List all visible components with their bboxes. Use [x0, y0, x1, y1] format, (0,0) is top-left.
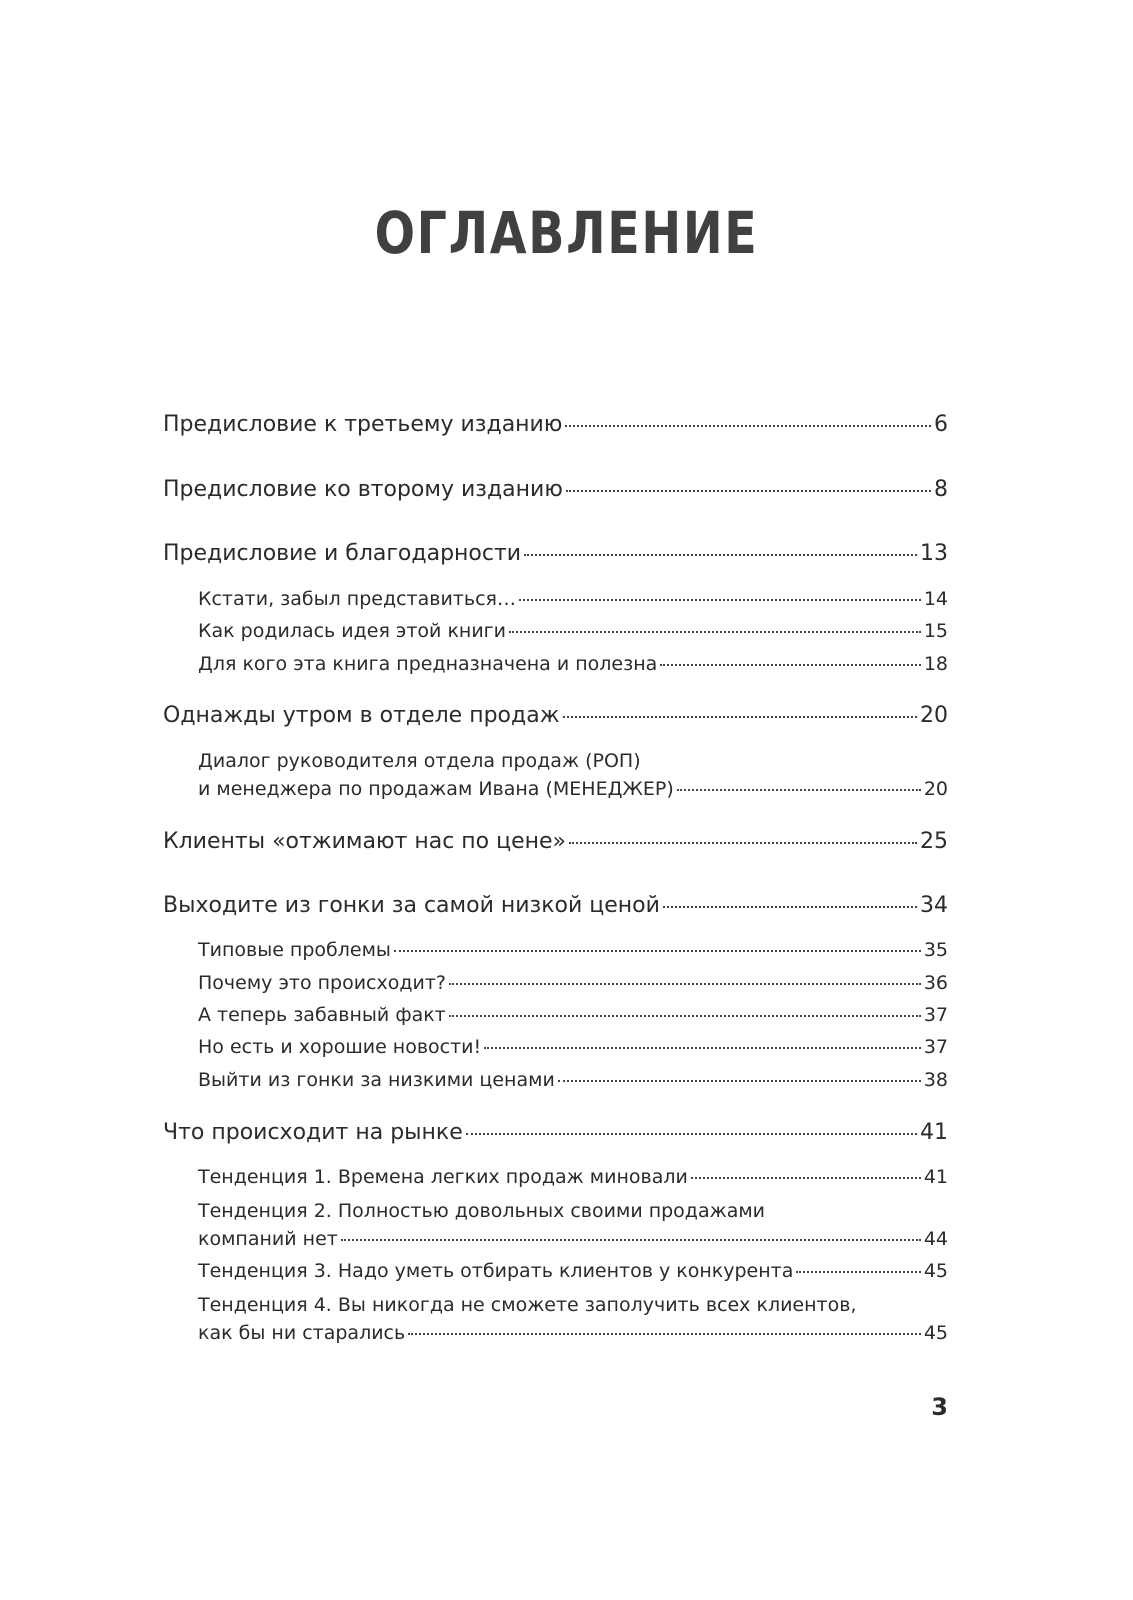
toc-subentry-page: 45 [923, 1322, 948, 1344]
toc-subentry-page: 41 [923, 1166, 948, 1188]
toc-entry-page: 13 [920, 541, 948, 566]
toc-entry-page: 20 [920, 703, 948, 728]
dot-leader [569, 842, 917, 844]
dot-leader [341, 1239, 921, 1241]
toc-subentry [198, 648, 948, 680]
dot-leader [524, 554, 917, 556]
toc-entry-page: 8 [934, 477, 948, 502]
toc-subentry-page: 37 [923, 1036, 948, 1058]
dot-leader [796, 1271, 920, 1273]
toc-subentry-page: 45 [923, 1260, 948, 1282]
dot-leader [394, 950, 921, 952]
toc-subentry [198, 1317, 948, 1349]
toc-subentry-label: Почему это происходит? [198, 972, 447, 994]
toc-entry [163, 889, 948, 923]
dot-leader [466, 1133, 917, 1135]
toc-subentry [198, 1031, 948, 1063]
toc-entry-label: Предисловие ко второму изданию [163, 477, 563, 502]
dot-leader [449, 1015, 921, 1017]
toc-entry-label: Предисловие и благодарности [163, 541, 522, 566]
toc-subentry-label: Но есть и хорошие новости! [198, 1036, 482, 1058]
toc-subentry [198, 1064, 948, 1096]
toc-entry-page: 34 [920, 893, 948, 918]
toc-subentry-page: 14 [923, 588, 948, 610]
toc-subentry [198, 934, 948, 966]
toc-subentry-label: А теперь забавный факт [198, 1004, 446, 1026]
toc-subentry-label: Тенденция 1. Времена легких продаж миновали [198, 1166, 688, 1188]
dot-leader [449, 983, 921, 985]
toc-entry [163, 699, 948, 733]
toc-subentry [198, 1223, 948, 1255]
dot-leader [660, 664, 921, 666]
dot-leader [408, 1333, 921, 1335]
toc-subentry-page: 36 [923, 972, 948, 994]
toc-subentry-label-line1: Тенденция 2. Полностью довольных своими продажами [198, 1200, 766, 1222]
toc-subentry [198, 583, 948, 615]
toc-entry-label: Выходите из гонки за самой низкой ценой [163, 893, 660, 918]
toc-subentry-page: 20 [923, 778, 948, 800]
toc-subentry-page: 18 [923, 653, 948, 675]
toc-subentry-label: и менеджера по продажам Ивана (МЕНЕДЖЕР) [198, 778, 674, 800]
toc-subentry-page: 37 [923, 1004, 948, 1026]
toc-subentry [198, 967, 948, 999]
toc-subentry-label: Как родилась идея этой книги [198, 620, 507, 642]
toc-entry-label: Клиенты «отжимают нас по цене» [163, 829, 567, 854]
toc-subentry-page: 35 [923, 939, 948, 961]
toc-entry [163, 1116, 948, 1150]
dot-leader [519, 599, 921, 601]
toc-entry-page: 41 [920, 1120, 948, 1145]
toc-subentry [198, 1161, 948, 1193]
toc-subentry-label: Тенденция 3. Надо уметь отбирать клиентов у конкурента [198, 1260, 794, 1282]
toc-subentry-label: Выйти из гонки за низкими ценами [198, 1069, 555, 1091]
toc-subentry-label: Для кого эта книга предназначена и полезна [198, 653, 658, 675]
dot-leader [691, 1177, 921, 1179]
dot-leader [484, 1047, 921, 1049]
toc-subentry-page: 15 [923, 620, 948, 642]
toc-subentry-label-line1: Диалог руководителя отдела продаж (РОП) [198, 750, 641, 772]
toc-entry-page: 6 [934, 412, 948, 437]
toc-subentry [198, 999, 948, 1031]
page-title: ОГЛАВЛЕНИЕ [374, 199, 759, 267]
dot-leader [558, 1080, 921, 1082]
toc-entry [163, 537, 948, 571]
toc-subentry-page: 38 [923, 1069, 948, 1091]
toc-subentry [198, 773, 948, 805]
dot-leader [563, 716, 917, 718]
toc-subentry-label-line1: Тенденция 4. Вы никогда не сможете заполучить всех клиентов, [198, 1294, 857, 1316]
toc-entry [163, 473, 948, 507]
toc-subentry-page: 44 [923, 1228, 948, 1250]
toc-subentry-label: Типовые проблемы [198, 939, 391, 961]
toc-subentry [198, 615, 948, 647]
toc-subentry-label: как бы ни старались [198, 1322, 406, 1344]
dot-leader [663, 906, 917, 908]
toc-subentry-label: Кстати, забыл представиться… [198, 588, 516, 610]
toc-entry [163, 408, 948, 442]
toc-entry-label: Однажды утром в отделе продаж [163, 703, 560, 728]
page-number: 3 [931, 1393, 948, 1421]
dot-leader [677, 789, 921, 791]
toc-subentry [198, 1255, 948, 1287]
toc-entry-label: Что происходит на рынке [163, 1120, 463, 1145]
toc-subentry-label: компаний нет [198, 1228, 338, 1250]
toc-entry-page: 25 [920, 829, 948, 854]
dot-leader [565, 425, 931, 427]
toc-entry-label: Предисловие к третьему изданию [163, 412, 563, 437]
toc-entry [163, 825, 948, 859]
dot-leader [566, 490, 931, 492]
dot-leader [509, 631, 921, 633]
